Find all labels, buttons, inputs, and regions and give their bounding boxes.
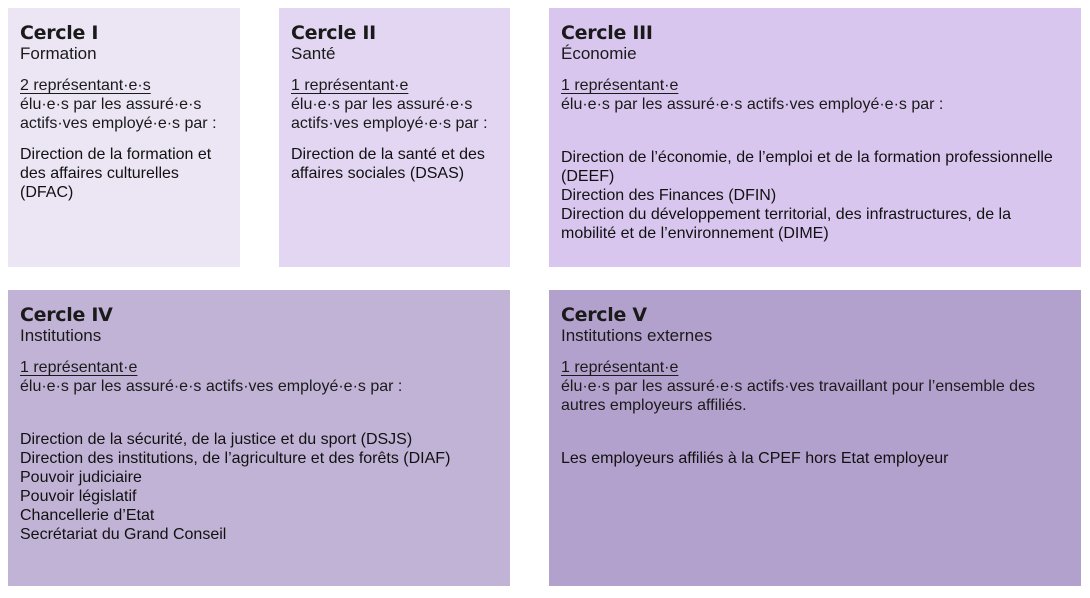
cercle-3-entity: Direction de l’économie, de l’emploi et de la formation professionnelle (DEEF): [561, 149, 1053, 185]
cercle-4-subtitle: Institutions: [20, 326, 102, 345]
cercle-1-entities: [20, 145, 228, 202]
cercle-4-description: élu·e·s par les assuré·e·s actifs·ves employé·e·s par :: [20, 378, 403, 395]
cercle-2-entity: Direction de la santé et des affaires sociales (DSAS): [291, 146, 485, 182]
cercle-3-description: élu·e·s par les assuré·e·s actifs·ves employé·e·s par :: [561, 96, 944, 113]
cercle-4-entity: Pouvoir judiciaire: [20, 469, 142, 486]
cercle-1-subtitle: Formation: [20, 44, 97, 63]
cercle-2-title: Cercle II: [291, 22, 376, 44]
cercle-5-representants: 1 représentant·e: [561, 359, 679, 376]
cercle-3-card: [549, 8, 1081, 267]
cercle-5-card: [549, 290, 1081, 586]
cercle-5-description: élu·e·s par les assuré·e·s actifs·ves travaillant pour l’ensemble des autres employeurs affiliés.: [561, 378, 1035, 414]
cercle-4-card: [8, 290, 510, 586]
cercle-3-entity: Direction du développement territorial, des infrastructures, de la mobilité et de l’environnement (DIME): [561, 206, 1011, 242]
cercle-4-entities: [20, 430, 498, 544]
cercle-4-representants: 1 représentant·e: [20, 359, 138, 376]
cercle-4-entity: Direction des institutions, de l’agriculture et des forêts (DIAF): [20, 450, 451, 467]
cercle-5-entity: Les employeurs affiliés à la CPEF hors Etat employeur: [561, 450, 949, 467]
cercle-4-entity: Pouvoir législatif: [20, 488, 137, 505]
cercle-5-subtitle: Institutions externes: [561, 326, 713, 345]
cercle-1-representants: 2 représentant·e·s: [20, 77, 151, 94]
cercle-2-subtitle: Santé: [291, 44, 336, 63]
cercle-4-entity: Direction de la sécurité, de la justice et du sport (DSJS): [20, 431, 413, 448]
cercle-4-entity: Chancellerie d’Etat: [20, 507, 155, 524]
cercle-2-entities: [291, 145, 498, 183]
cercle-5-title: Cercle V: [561, 304, 647, 326]
cercle-5-entities: [561, 449, 1069, 468]
cercle-3-subtitle: Économie: [561, 44, 637, 63]
cercle-1-title: Cercle I: [20, 22, 99, 44]
cercle-4-title: Cercle IV: [20, 304, 113, 326]
cercle-2-card: [279, 8, 510, 267]
cercle-3-entities: [561, 148, 1069, 243]
cercle-1-entity: Direction de la formation et des affaires culturelles (DFAC): [20, 146, 212, 201]
cercle-3-representants: 1 représentant·e: [561, 77, 679, 94]
cercle-3-title: Cercle III: [561, 22, 653, 44]
cercle-4-entity: Secrétariat du Grand Conseil: [20, 526, 227, 543]
cercle-1-description: élu·e·s par les assuré·e·s actifs·ves employé·e·s par :: [20, 96, 217, 132]
cercle-1-card: [8, 8, 240, 267]
cercle-2-representants: 1 représentant·e: [291, 77, 409, 94]
cercle-3-entity: Direction des Finances (DFIN): [561, 187, 777, 204]
cercle-2-description: élu·e·s par les assuré·e·s actifs·ves employé·e·s par :: [291, 96, 488, 132]
